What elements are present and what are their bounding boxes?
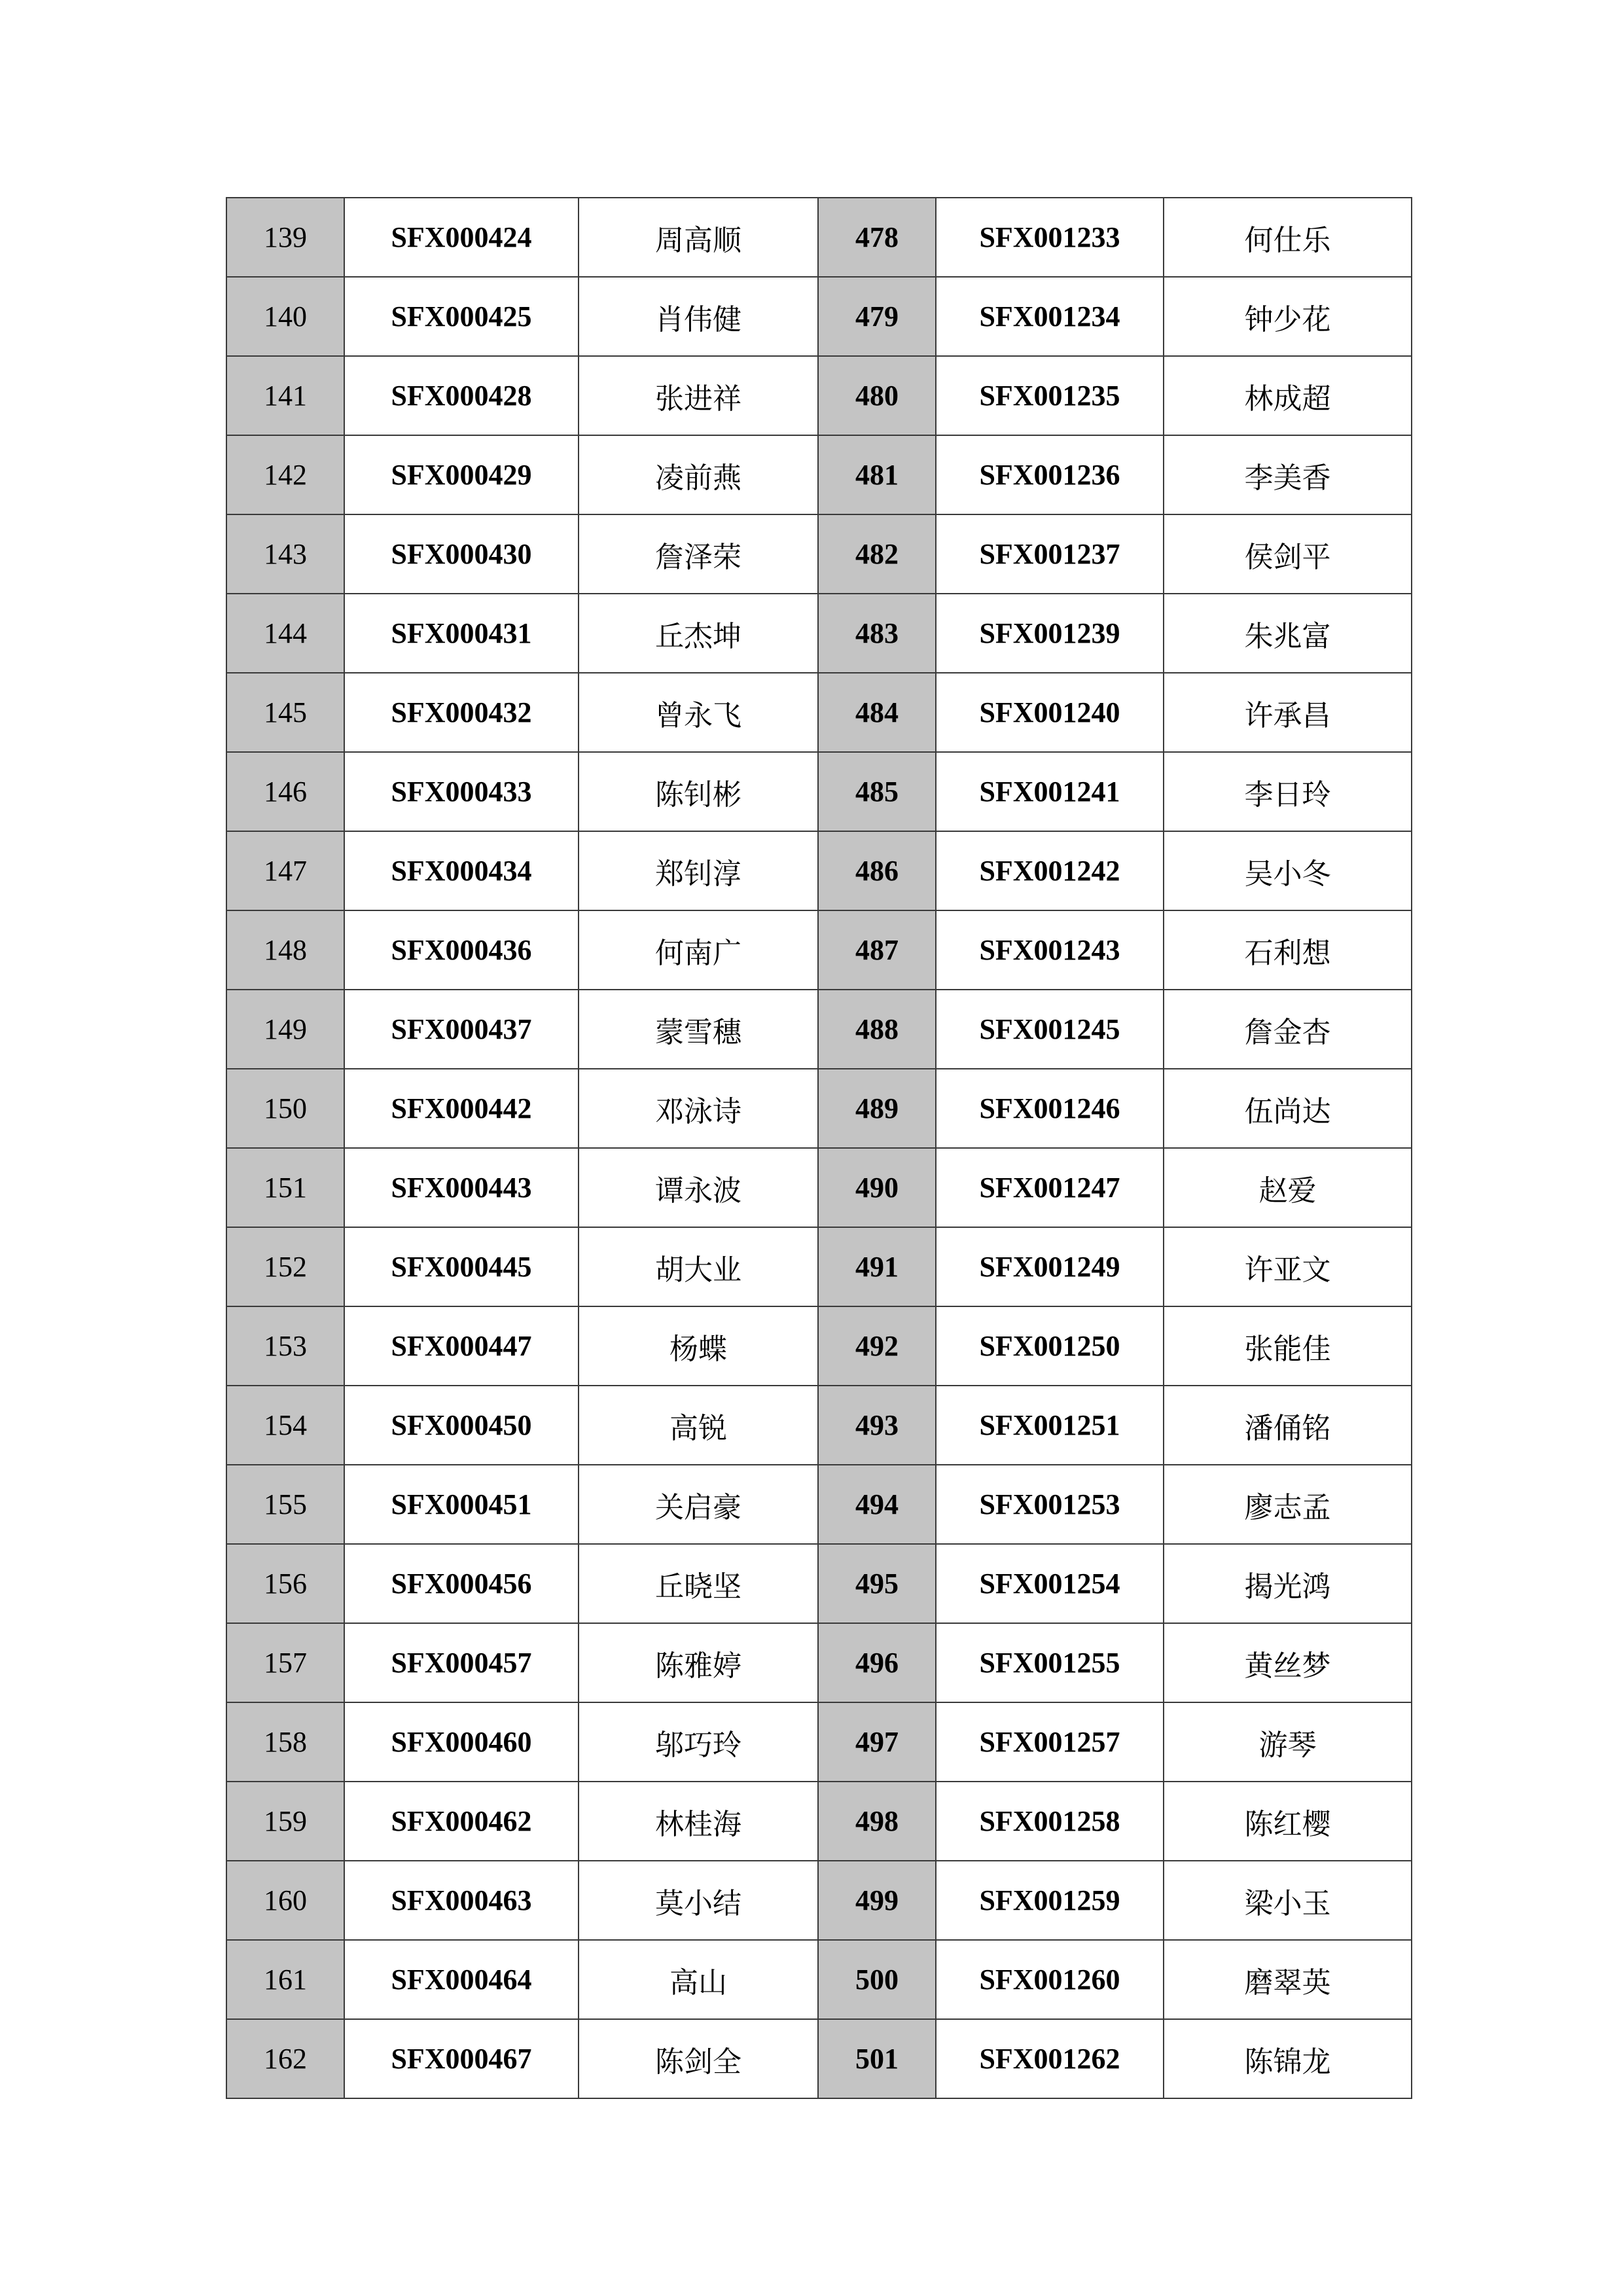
right-code-cell: SFX001235 bbox=[936, 356, 1164, 435]
left-seq-cell: 145 bbox=[226, 673, 344, 752]
left-code-cell: SFX000430 bbox=[344, 514, 579, 594]
left-code-cell: SFX000467 bbox=[344, 2019, 579, 2098]
right-code-cell: SFX001243 bbox=[936, 910, 1164, 990]
right-seq-cell: 492 bbox=[818, 1306, 936, 1386]
left-seq-cell: 158 bbox=[226, 1702, 344, 1782]
left-name-cell: 杨蝶 bbox=[579, 1306, 818, 1386]
left-name-cell: 胡大业 bbox=[579, 1227, 818, 1306]
right-name-cell: 林成超 bbox=[1164, 356, 1412, 435]
table-row bbox=[226, 1148, 1412, 1227]
table-row bbox=[226, 1465, 1412, 1544]
right-seq-cell: 485 bbox=[818, 752, 936, 831]
right-seq-cell: 490 bbox=[818, 1148, 936, 1227]
right-seq-cell: 500 bbox=[818, 1940, 936, 2019]
right-name-cell: 何仕乐 bbox=[1164, 198, 1412, 277]
left-code-cell: SFX000432 bbox=[344, 673, 579, 752]
left-seq-cell: 139 bbox=[226, 198, 344, 277]
table-row bbox=[226, 1861, 1412, 1940]
right-name-cell: 朱兆富 bbox=[1164, 594, 1412, 673]
left-code-cell: SFX000429 bbox=[344, 435, 579, 514]
right-code-cell: SFX001234 bbox=[936, 277, 1164, 356]
left-name-cell: 谭永波 bbox=[579, 1148, 818, 1227]
table-row bbox=[226, 1940, 1412, 2019]
right-name-cell: 伍尚达 bbox=[1164, 1069, 1412, 1148]
right-seq-cell: 478 bbox=[818, 198, 936, 277]
right-code-cell: SFX001237 bbox=[936, 514, 1164, 594]
right-code-cell: SFX001240 bbox=[936, 673, 1164, 752]
table-row bbox=[226, 1306, 1412, 1386]
left-name-cell: 凌前燕 bbox=[579, 435, 818, 514]
right-seq-cell: 496 bbox=[818, 1623, 936, 1702]
right-name-cell: 詹金杏 bbox=[1164, 990, 1412, 1069]
left-name-cell: 关启豪 bbox=[579, 1465, 818, 1544]
right-seq-cell: 494 bbox=[818, 1465, 936, 1544]
right-code-cell: SFX001247 bbox=[936, 1148, 1164, 1227]
right-code-cell: SFX001233 bbox=[936, 198, 1164, 277]
right-code-cell: SFX001245 bbox=[936, 990, 1164, 1069]
right-seq-cell: 483 bbox=[818, 594, 936, 673]
left-code-cell: SFX000433 bbox=[344, 752, 579, 831]
left-seq-cell: 142 bbox=[226, 435, 344, 514]
left-code-cell: SFX000457 bbox=[344, 1623, 579, 1702]
left-code-cell: SFX000460 bbox=[344, 1702, 579, 1782]
table-row bbox=[226, 910, 1412, 990]
right-name-cell: 侯剑平 bbox=[1164, 514, 1412, 594]
right-seq-cell: 491 bbox=[818, 1227, 936, 1306]
left-code-cell: SFX000462 bbox=[344, 1782, 579, 1861]
left-seq-cell: 159 bbox=[226, 1782, 344, 1861]
table-row bbox=[226, 673, 1412, 752]
right-code-cell: SFX001253 bbox=[936, 1465, 1164, 1544]
left-name-cell: 周高顺 bbox=[579, 198, 818, 277]
left-name-cell: 高锐 bbox=[579, 1386, 818, 1465]
table-row bbox=[226, 1544, 1412, 1623]
right-seq-cell: 480 bbox=[818, 356, 936, 435]
right-code-cell: SFX001260 bbox=[936, 1940, 1164, 2019]
left-name-cell: 蒙雪穗 bbox=[579, 990, 818, 1069]
left-name-cell: 曾永飞 bbox=[579, 673, 818, 752]
left-code-cell: SFX000464 bbox=[344, 1940, 579, 2019]
left-name-cell: 郑钊淳 bbox=[579, 831, 818, 910]
right-name-cell: 钟少花 bbox=[1164, 277, 1412, 356]
table-row bbox=[226, 1227, 1412, 1306]
left-name-cell: 邓泳诗 bbox=[579, 1069, 818, 1148]
right-code-cell: SFX001246 bbox=[936, 1069, 1164, 1148]
left-code-cell: SFX000463 bbox=[344, 1861, 579, 1940]
left-code-cell: SFX000436 bbox=[344, 910, 579, 990]
table-row bbox=[226, 277, 1412, 356]
left-name-cell: 詹泽荣 bbox=[579, 514, 818, 594]
right-name-cell: 李日玲 bbox=[1164, 752, 1412, 831]
left-seq-cell: 154 bbox=[226, 1386, 344, 1465]
right-seq-cell: 481 bbox=[818, 435, 936, 514]
right-seq-cell: 489 bbox=[818, 1069, 936, 1148]
left-seq-cell: 148 bbox=[226, 910, 344, 990]
right-name-cell: 赵爱 bbox=[1164, 1148, 1412, 1227]
left-code-cell: SFX000447 bbox=[344, 1306, 579, 1386]
left-name-cell: 何南广 bbox=[579, 910, 818, 990]
left-name-cell: 丘晓坚 bbox=[579, 1544, 818, 1623]
left-code-cell: SFX000456 bbox=[344, 1544, 579, 1623]
left-name-cell: 林桂海 bbox=[579, 1782, 818, 1861]
right-seq-cell: 501 bbox=[818, 2019, 936, 2098]
left-seq-cell: 143 bbox=[226, 514, 344, 594]
right-code-cell: SFX001257 bbox=[936, 1702, 1164, 1782]
right-seq-cell: 499 bbox=[818, 1861, 936, 1940]
table-row bbox=[226, 435, 1412, 514]
left-code-cell: SFX000443 bbox=[344, 1148, 579, 1227]
right-code-cell: SFX001250 bbox=[936, 1306, 1164, 1386]
right-code-cell: SFX001255 bbox=[936, 1623, 1164, 1702]
right-name-cell: 张能佳 bbox=[1164, 1306, 1412, 1386]
right-seq-cell: 488 bbox=[818, 990, 936, 1069]
right-name-cell: 许亚文 bbox=[1164, 1227, 1412, 1306]
right-seq-cell: 498 bbox=[818, 1782, 936, 1861]
right-code-cell: SFX001251 bbox=[936, 1386, 1164, 1465]
table-row bbox=[226, 831, 1412, 910]
left-name-cell: 高山 bbox=[579, 1940, 818, 2019]
left-name-cell: 陈剑全 bbox=[579, 2019, 818, 2098]
left-seq-cell: 140 bbox=[226, 277, 344, 356]
table-row bbox=[226, 1069, 1412, 1148]
left-seq-cell: 160 bbox=[226, 1861, 344, 1940]
left-code-cell: SFX000450 bbox=[344, 1386, 579, 1465]
table-row bbox=[226, 1782, 1412, 1861]
left-seq-cell: 153 bbox=[226, 1306, 344, 1386]
left-name-cell: 莫小结 bbox=[579, 1861, 818, 1940]
right-seq-cell: 482 bbox=[818, 514, 936, 594]
table-row bbox=[226, 1623, 1412, 1702]
right-seq-cell: 493 bbox=[818, 1386, 936, 1465]
left-name-cell: 丘杰坤 bbox=[579, 594, 818, 673]
left-seq-cell: 144 bbox=[226, 594, 344, 673]
right-seq-cell: 484 bbox=[818, 673, 936, 752]
left-name-cell: 邬巧玲 bbox=[579, 1702, 818, 1782]
right-code-cell: SFX001258 bbox=[936, 1782, 1164, 1861]
left-seq-cell: 151 bbox=[226, 1148, 344, 1227]
left-seq-cell: 150 bbox=[226, 1069, 344, 1148]
table-row bbox=[226, 198, 1412, 277]
left-code-cell: SFX000437 bbox=[344, 990, 579, 1069]
left-seq-cell: 146 bbox=[226, 752, 344, 831]
right-name-cell: 梁小玉 bbox=[1164, 1861, 1412, 1940]
left-code-cell: SFX000428 bbox=[344, 356, 579, 435]
right-code-cell: SFX001239 bbox=[936, 594, 1164, 673]
table-row bbox=[226, 356, 1412, 435]
table-row bbox=[226, 2019, 1412, 2098]
right-name-cell: 揭光鸿 bbox=[1164, 1544, 1412, 1623]
right-name-cell: 廖志孟 bbox=[1164, 1465, 1412, 1544]
left-code-cell: SFX000442 bbox=[344, 1069, 579, 1148]
left-name-cell: 张进祥 bbox=[579, 356, 818, 435]
left-code-cell: SFX000425 bbox=[344, 277, 579, 356]
right-name-cell: 游琴 bbox=[1164, 1702, 1412, 1782]
table-row bbox=[226, 990, 1412, 1069]
left-code-cell: SFX000451 bbox=[344, 1465, 579, 1544]
left-name-cell: 陈雅婷 bbox=[579, 1623, 818, 1702]
right-code-cell: SFX001242 bbox=[936, 831, 1164, 910]
right-code-cell: SFX001262 bbox=[936, 2019, 1164, 2098]
left-code-cell: SFX000424 bbox=[344, 198, 579, 277]
right-code-cell: SFX001236 bbox=[936, 435, 1164, 514]
right-seq-cell: 486 bbox=[818, 831, 936, 910]
right-seq-cell: 495 bbox=[818, 1544, 936, 1623]
table-row bbox=[226, 1702, 1412, 1782]
right-name-cell: 陈锦龙 bbox=[1164, 2019, 1412, 2098]
left-name-cell: 肖伟健 bbox=[579, 277, 818, 356]
right-seq-cell: 479 bbox=[818, 277, 936, 356]
table-row bbox=[226, 1386, 1412, 1465]
right-name-cell: 潘俑铭 bbox=[1164, 1386, 1412, 1465]
left-seq-cell: 161 bbox=[226, 1940, 344, 2019]
right-name-cell: 石利想 bbox=[1164, 910, 1412, 990]
roster-table bbox=[226, 197, 1412, 2099]
table-row bbox=[226, 594, 1412, 673]
left-seq-cell: 152 bbox=[226, 1227, 344, 1306]
left-code-cell: SFX000434 bbox=[344, 831, 579, 910]
right-name-cell: 磨翠英 bbox=[1164, 1940, 1412, 2019]
left-name-cell: 陈钊彬 bbox=[579, 752, 818, 831]
right-name-cell: 黄丝梦 bbox=[1164, 1623, 1412, 1702]
table-row bbox=[226, 752, 1412, 831]
right-name-cell: 陈红樱 bbox=[1164, 1782, 1412, 1861]
right-seq-cell: 497 bbox=[818, 1702, 936, 1782]
right-code-cell: SFX001241 bbox=[936, 752, 1164, 831]
left-seq-cell: 155 bbox=[226, 1465, 344, 1544]
right-code-cell: SFX001254 bbox=[936, 1544, 1164, 1623]
left-seq-cell: 141 bbox=[226, 356, 344, 435]
right-name-cell: 吴小冬 bbox=[1164, 831, 1412, 910]
right-name-cell: 许承昌 bbox=[1164, 673, 1412, 752]
right-seq-cell: 487 bbox=[818, 910, 936, 990]
roster-table-body bbox=[226, 198, 1412, 2098]
table-row bbox=[226, 514, 1412, 594]
left-code-cell: SFX000445 bbox=[344, 1227, 579, 1306]
right-code-cell: SFX001249 bbox=[936, 1227, 1164, 1306]
left-seq-cell: 162 bbox=[226, 2019, 344, 2098]
right-name-cell: 李美香 bbox=[1164, 435, 1412, 514]
left-seq-cell: 147 bbox=[226, 831, 344, 910]
left-seq-cell: 156 bbox=[226, 1544, 344, 1623]
left-seq-cell: 157 bbox=[226, 1623, 344, 1702]
left-code-cell: SFX000431 bbox=[344, 594, 579, 673]
left-seq-cell: 149 bbox=[226, 990, 344, 1069]
right-code-cell: SFX001259 bbox=[936, 1861, 1164, 1940]
